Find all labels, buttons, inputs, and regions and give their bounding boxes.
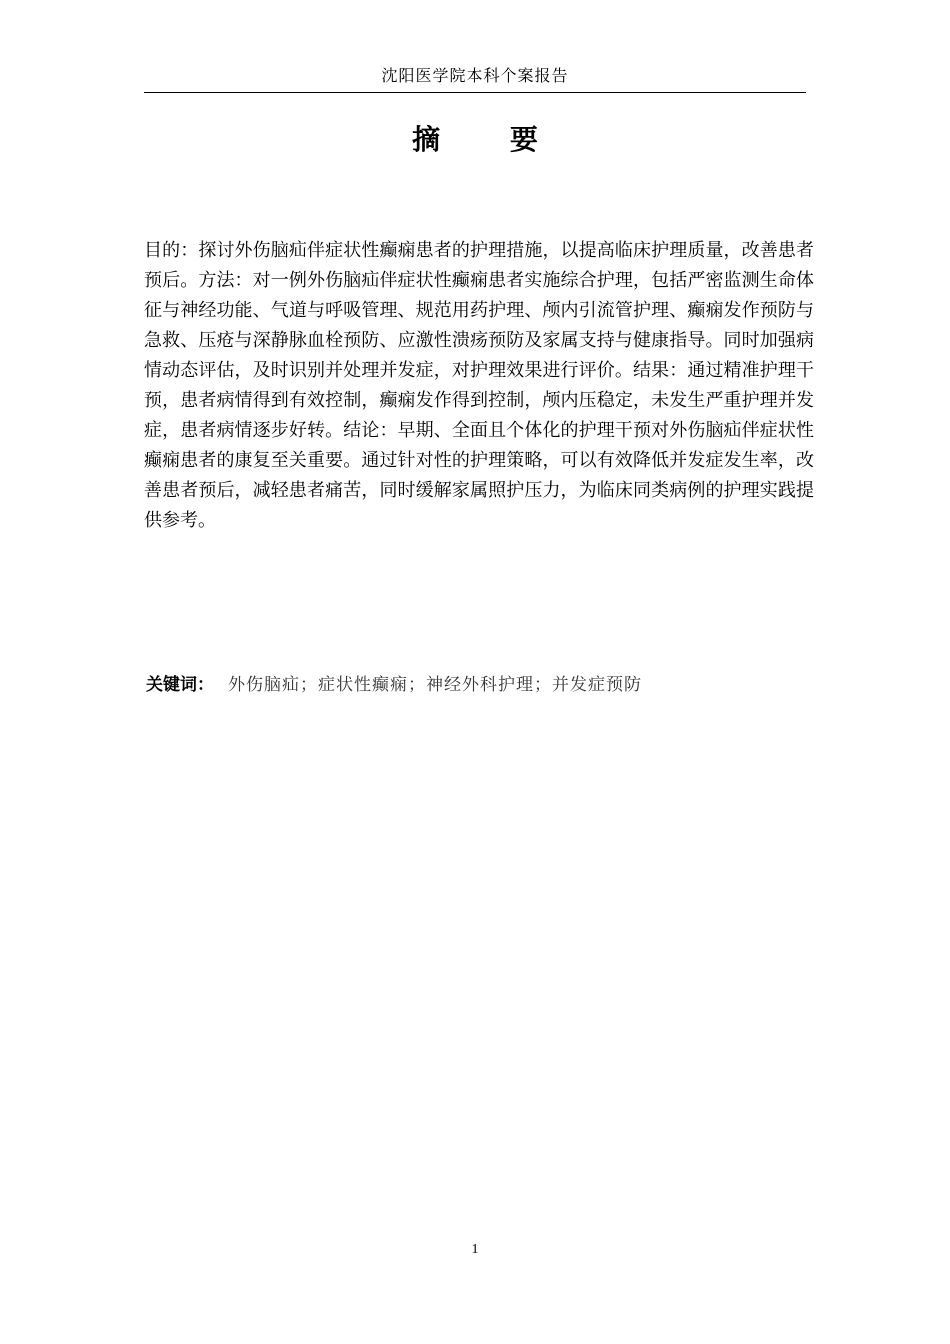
keywords-line xyxy=(146,672,806,698)
page-number: 1 xyxy=(471,1242,479,1257)
abstract-body: 目的：探讨外伤脑疝伴症状性癫痫患者的护理措施，以提高临床护理质量，改善患者预后。方法：对一例外伤脑疝伴症状性癫痫患者实施综合护理，包括严密监测生命体征与神经功能、气道与呼吸管理、规范用药护理、颅内引流管护理、癫痫发作预防与急救、压疮与深静脉血栓预防、应激性溃疡预防及家属支持与健康指导。同时加强病情动态评估，及时识别并处理并发症，对护理效果进行评价。结果：通过精准护理干预，患者病情得到有效控制，癫痫发作得到控制，颅内压稳定，未发生严重护理并发症，患者病情逐步好转。结论：早期、全面且个体化的护理干预对外伤脑疝伴症状性癫痫患者的康复至关重要。通过针对性的护理策略，可以有效降低并发症发生率，改善患者预后，减轻患者痛苦，同时缓解家属照护压力，为临床同类病例的护理实践提供参考。 xyxy=(144,240,814,531)
page-header: 沈阳医学院本科个案报告 xyxy=(144,64,806,93)
keywords-text: 外伤脑疝；症状性癫痫；神经外科护理；并发症预防 xyxy=(228,675,642,695)
abstract-title: 摘 要 xyxy=(412,123,568,156)
keywords-label: 关键词： xyxy=(146,675,214,695)
